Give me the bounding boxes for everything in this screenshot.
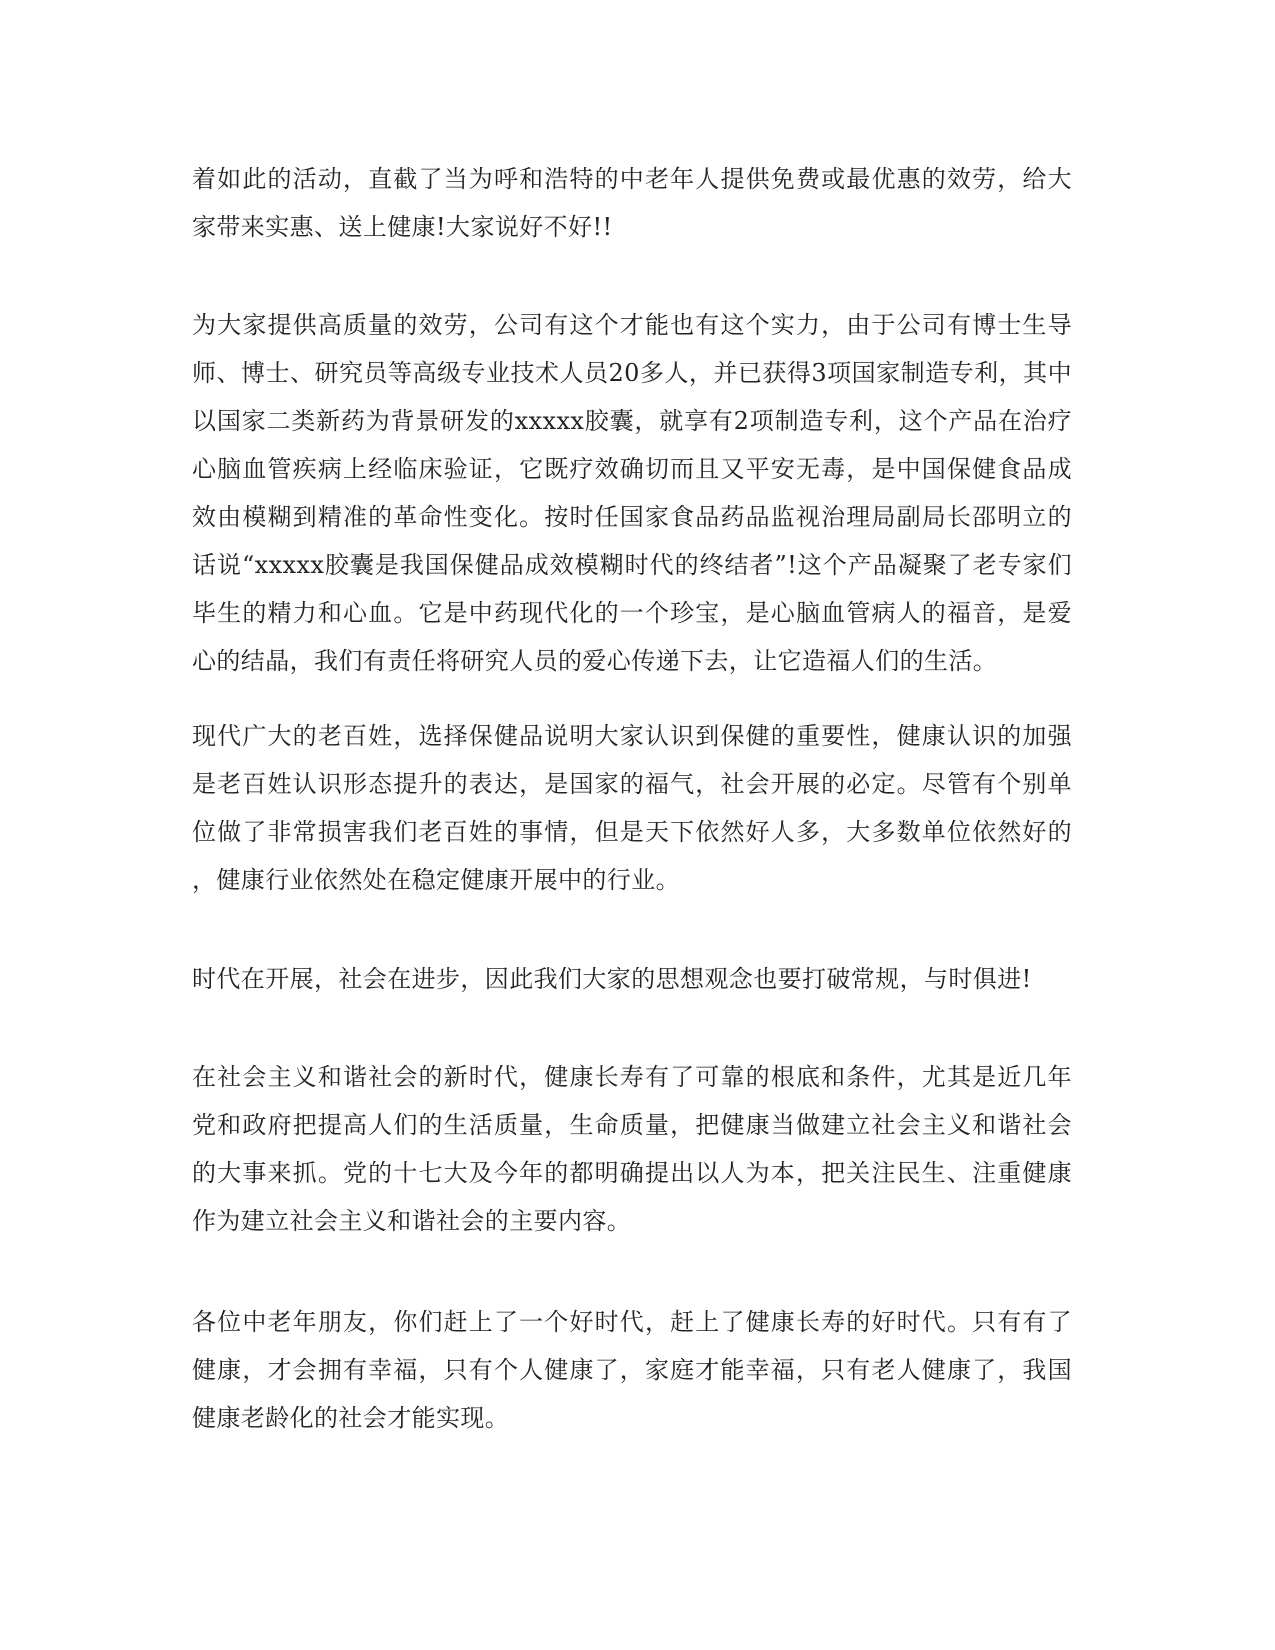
text-line: 话说“xxxxx胶囊是我国保健品成效模糊时代的终结者”!这个产品凝聚了老专家们 <box>192 551 1072 579</box>
text-line: 以国家二类新药为背景研发的xxxxx胶囊，就享有2项制造专利，这个产品在治疗 <box>192 407 1072 435</box>
text-line: 师、博士、研究员等高级专业技术人员20多人，并已获得3项国家制造专利，其中 <box>192 359 1072 387</box>
paragraph-health-awareness <box>192 712 1072 904</box>
text-line: 作为建立社会主义和谐社会的主要内容。 <box>192 1207 632 1235</box>
paragraph-times-progress <box>192 955 1072 1003</box>
text-line: 党和政府把提高人们的生活质量，生命质量，把健康当做建立社会主义和谐社会 <box>192 1111 1072 1139</box>
text-line: 家带来实惠、送上健康!大家说好不好!! <box>192 213 613 241</box>
text-line: 各位中老年朋友，你们赶上了一个好时代，赶上了健康长寿的好时代。只有有了 <box>192 1308 1072 1336</box>
text-line: 现代广大的老百姓，选择保健品说明大家认识到保健的重要性，健康认识的加强 <box>192 722 1072 750</box>
text-line: 为大家提供高质量的效劳，公司有这个才能也有这个实力，由于公司有博士生导 <box>192 311 1072 339</box>
text-line: 着如此的活动，直截了当为呼和浩特的中老年人提供免费或最优惠的效劳，给大 <box>192 165 1072 193</box>
text-line: 的大事来抓。党的十七大及今年的都明确提出以人为本，把关注民生、注重健康 <box>192 1159 1072 1187</box>
paragraph-activity-intro <box>192 155 1072 251</box>
text-line: 在社会主义和谐社会的新时代，健康长寿有了可靠的根底和条件，尤其是近几年 <box>192 1063 1072 1091</box>
paragraph-company-strength <box>192 301 1072 685</box>
text-line: 心脑血管疾病上经临床验证，它既疗效确切而且又平安无毒，是中国保健食品成 <box>192 455 1072 483</box>
text-line: 效由模糊到精准的革命性变化。按时任国家食品药品监视治理局副局长邵明立的 <box>192 503 1072 531</box>
text-line: 位做了非常损害我们老百姓的事情，但是天下依然好人多，大多数单位依然好的 <box>192 818 1072 846</box>
text-line: 健康，才会拥有幸福，只有个人健康了，家庭才能幸福，只有老人健康了，我国 <box>192 1356 1072 1384</box>
text-line: 是老百姓认识形态提升的表达，是国家的福气，社会开展的必定。尽管有个别单 <box>192 770 1072 798</box>
paragraph-harmonious-society <box>192 1053 1072 1245</box>
text-line: 健康老龄化的社会才能实现。 <box>192 1404 510 1432</box>
paragraph-closing-address <box>192 1298 1072 1442</box>
text-line: ，健康行业依然处在稳定健康开展中的行业。 <box>192 866 680 894</box>
text-line: 毕生的精力和心血。它是中药现代化的一个珍宝，是心脑血管病人的福音，是爱 <box>192 599 1072 627</box>
text-line: 时代在开展，社会在进步，因此我们大家的思想观念也要打破常规，与时俱进! <box>192 965 1032 993</box>
text-line: 心的结晶，我们有责任将研究人员的爱心传递下去，让它造福人们的生活。 <box>192 647 998 675</box>
